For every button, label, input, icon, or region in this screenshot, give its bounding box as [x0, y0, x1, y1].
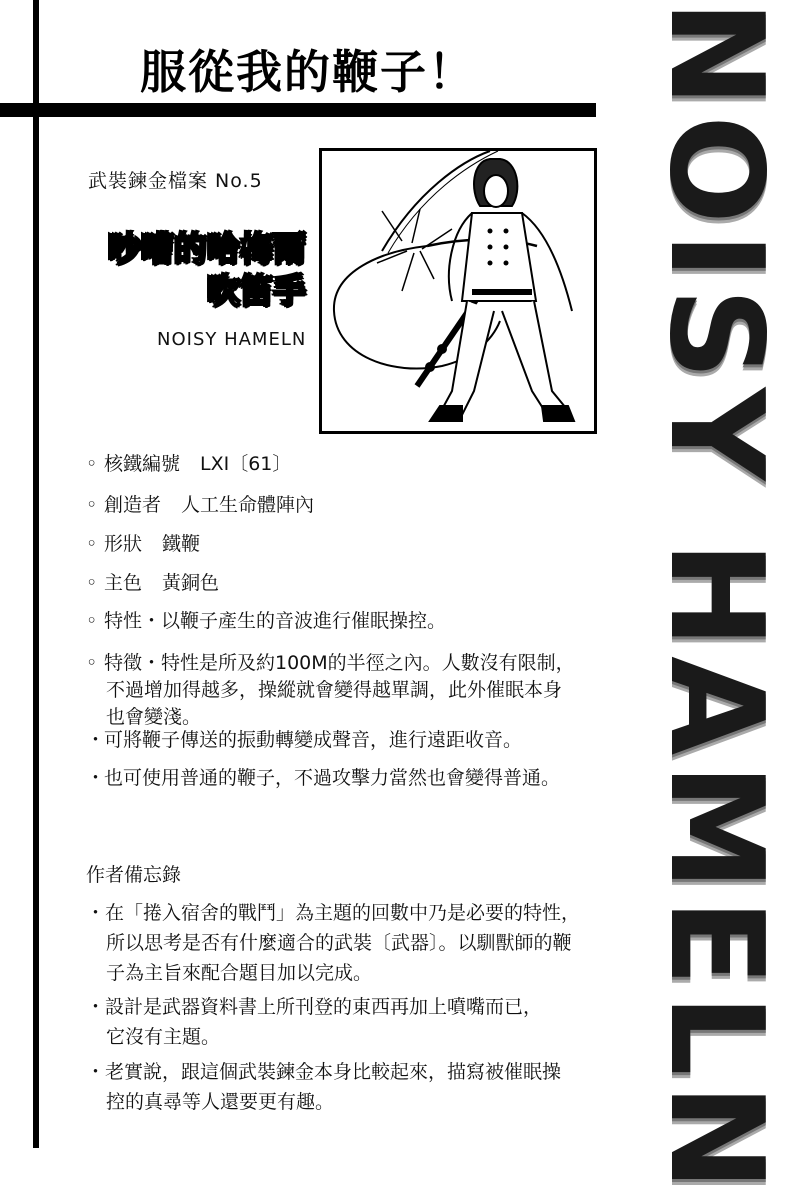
spec-label: 創造者 — [104, 494, 162, 516]
memo-text-cont: 所以思考是否有什麼適合的武裝〔武器〕。以馴獸師的鞭 — [106, 932, 572, 954]
spec-bullet: ◦ — [86, 572, 98, 594]
spec-shape — [86, 532, 200, 556]
spec-bullet: ◦ — [86, 533, 98, 555]
spec-ordinary-whip — [86, 766, 560, 790]
spec-text: 可將鞭子傳送的振動轉變成聲音，進行遠距收音。 — [104, 729, 523, 751]
memo-text-cont: 子為主旨來配合題目加以完成。 — [106, 962, 373, 984]
spec-label: 形狀 — [104, 533, 143, 555]
spec-bullet: ・ — [86, 729, 106, 751]
title-rule — [0, 103, 596, 117]
spec-text: 特性・以鞭子產生的音波進行催眠操控。 — [104, 610, 447, 632]
side-title: NOISY HAMELN — [641, 0, 790, 1199]
spec-value: LXI〔61〕 — [200, 453, 292, 475]
memo-text: 設計是武器資料書上所刊登的東西再加上噴嘴而已， — [105, 996, 543, 1018]
spec-text: 特徵・特性是所及約100M的半徑之內。人數沒有限制， — [104, 652, 575, 674]
spec-main-color — [86, 571, 219, 595]
memo-bullet: ・ — [86, 1061, 106, 1083]
memo-bullet: ・ — [86, 902, 106, 924]
weapon-name-line-2: 吹笛手 — [207, 271, 306, 310]
spec-bullet: ・ — [86, 767, 106, 789]
weapon-name-en: NOISY HAMELN — [157, 329, 307, 350]
character-illustration — [319, 148, 597, 434]
spec-text-cont: 不過增加得越多，操縱就會變得越單調，此外催眠本身 — [106, 679, 563, 701]
side-banner — [641, 0, 790, 1200]
whip-wielder-drawing — [322, 151, 594, 431]
weapon-name-zh — [76, 228, 306, 312]
memo-text: 在「捲入宿舍的戰鬥」為主題的回數中乃是必要的特性， — [105, 902, 581, 924]
memo-item-3 — [86, 1057, 626, 1117]
spec-label: 核鐵編號 — [104, 453, 181, 475]
spec-remote-listen — [86, 728, 522, 752]
memo-item-2 — [86, 992, 626, 1052]
file-number: 武裝鍊金檔案 No.5 — [88, 170, 263, 192]
spec-bullet: ◦ — [86, 494, 98, 516]
spec-trait — [86, 609, 446, 633]
memo-text-cont: 它沒有主題。 — [106, 1026, 221, 1048]
spec-bullet: ◦ — [86, 453, 98, 475]
memo-item-1 — [86, 898, 626, 988]
spec-value: 黃銅色 — [162, 572, 220, 594]
memo-text: 老實說，跟這個武裝鍊金本身比較起來，描寫被催眠操 — [105, 1061, 562, 1083]
spec-bullet: ◦ — [86, 610, 98, 632]
spec-feature — [86, 650, 575, 731]
spec-text-cont: 也會變淺。 — [106, 706, 202, 728]
page-title: 服從我的鞭子！ — [140, 45, 476, 99]
spec-creator — [86, 493, 314, 517]
memo-text-cont: 控的真尋等人還要更有趣。 — [106, 1091, 335, 1113]
spec-label: 主色 — [104, 572, 143, 594]
spec-text: 也可使用普通的鞭子，不過攻擊力當然也會變得普通。 — [104, 767, 561, 789]
spec-value: 人工生命體陣內 — [181, 494, 315, 516]
vertical-rule — [33, 0, 39, 1148]
memo-bullet: ・ — [86, 996, 106, 1018]
spec-core-number — [86, 452, 291, 476]
spec-value: 鐵鞭 — [162, 533, 201, 555]
spec-bullet: ◦ — [86, 652, 98, 674]
weapon-name-line-1: 吵嘈的哈梅爾 — [108, 229, 306, 268]
memo-heading: 作者備忘錄 — [86, 864, 182, 886]
